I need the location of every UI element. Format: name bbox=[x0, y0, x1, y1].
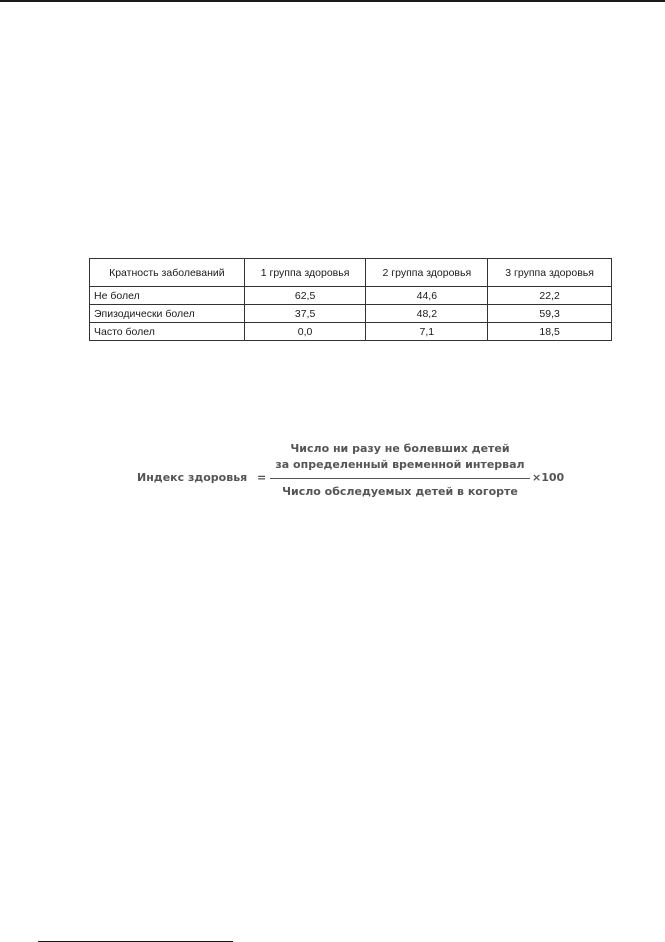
table-cell: 44,6 bbox=[366, 287, 488, 305]
table-cell: 7,1 bbox=[366, 323, 488, 341]
table-cell: 48,2 bbox=[366, 305, 488, 323]
fraction-bar bbox=[270, 478, 530, 479]
row-label: Часто болел bbox=[90, 323, 245, 341]
table-cell: 59,3 bbox=[488, 305, 612, 323]
formula-denominator: Число обследуемых детей в когорте bbox=[282, 485, 518, 498]
formula-multiplier: ×100 bbox=[532, 471, 565, 484]
formula-numerator-line-2: за определенный временной интервал bbox=[275, 458, 525, 471]
table-cell: 0,0 bbox=[244, 323, 366, 341]
formula-lhs: Индекс здоровья bbox=[137, 471, 248, 484]
row-label: Не болел bbox=[90, 287, 245, 305]
table-cell: 37,5 bbox=[244, 305, 366, 323]
column-header-group-1: 1 группа здоровья bbox=[244, 259, 366, 287]
table-cell: 22,2 bbox=[488, 287, 612, 305]
column-header-frequency: Кратность заболеваний bbox=[90, 259, 245, 287]
table-cell: 62,5 bbox=[244, 287, 366, 305]
table-cell: 18,5 bbox=[488, 323, 612, 341]
formula-numerator-line-1: Число ни разу не болевших детей bbox=[290, 442, 510, 455]
column-header-group-2: 2 группа здоровья bbox=[366, 259, 488, 287]
formula-equals-sign: = bbox=[257, 471, 267, 484]
column-header-group-3: 3 группа здоровья bbox=[488, 259, 612, 287]
row-label: Эпизодически болел bbox=[90, 305, 245, 323]
